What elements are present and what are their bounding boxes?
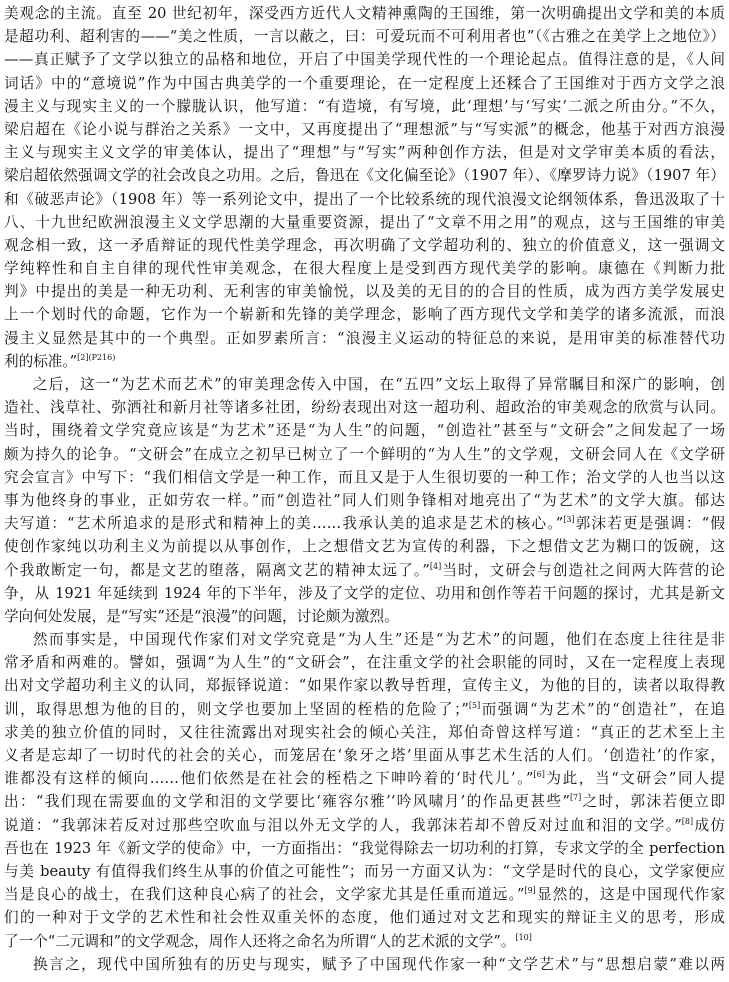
text-run: 和《破恶声论》（1908 年）等一系列论文中，提出了一个比较系统的现代浪漫文论纲领体系，鲁迅汲取了十 [4,190,725,208]
text-line [4,837,725,860]
text-line [4,930,725,953]
text-line [4,814,725,837]
text-run: 个我敢断定一句，都是文艺的堕落，隔离文艺的精神太远了。” [4,561,430,579]
text-line [4,721,725,744]
text-run: 们的一种对于文学的艺术性和社会性双重关怀的态度，他们通过对文艺和现实的辩证主义的思考，形成 [4,909,725,927]
text-line [4,860,725,883]
text-run: 吾也在 1923 年《新文学的使命》中，一方面指出：“我觉得除去一切功利的打算，专求文学的全 perfection [4,839,725,857]
text-run: 美观念的主流。直至 20 世纪初年，深受西方近代人文精神熏陶的王国维，第一次明确提出文学和美的本质 [4,5,725,22]
text-run: 漫主义与现实主义的一个朦胧认识，他写道：“有造境，有写境，此‘理想’与‘写实’二派之所由分。”不久， [4,97,725,115]
text-run: 学纯粹性和自主自律的现代性审美观念，在很大程度上是受到西方现代美学的影响。康德在《判断力批 [4,260,725,278]
document-page [4,2,725,976]
text-line [4,211,725,234]
text-line [4,280,725,303]
text-line [4,883,725,906]
text-line [4,582,725,605]
text-line [4,257,725,280]
text-line [4,674,725,697]
text-line [4,48,725,71]
body-paragraph [4,373,725,628]
text-run: 出：“我们现在需要血的文学和泪的文学要比‘雍容尔雅’‘吟风啸月’的作品更甚些” [4,793,570,811]
text-run: 是超功利、超利害的——“美之性质，一言以蔽之，曰：可爱玩而不可利用者也”（《古雅之在美学上之地位》） [4,28,725,46]
text-run: 主义与现实主义文学的审美体认，提出了“理想”与“写实”两种创作方法，但是对文学审美本质的看法， [4,144,725,162]
text-line [4,303,725,326]
text-line [4,350,725,373]
text-run: 常矛盾和两难的。譬如，强调“为人生”的“文研会”，在注重文学的社会职能的同时，又在一定程度上表现 [4,654,725,672]
text-line [4,559,725,582]
text-run: 上一个划时代的命题，它作为一个崭新和先锋的美学理念，影响了西方现代文学和美学的诸多流派，而浪 [4,306,725,324]
text-run: 而强调“为艺术”的“创造社”，在追 [480,700,725,718]
text-line [4,790,725,813]
text-run: 义者是忘却了一切时代的社会的关心，而笼居在‘象牙之塔’里面从事艺术生活的人们。‘创造社’的作家， [4,747,725,764]
citation-marker: [4] [429,561,442,571]
text-line [4,489,725,512]
text-run: 与美 beauty 有值得我们终生从事的价值之可能性”；而另一方面又认为：“文学是时代的良心，文学家便应 [4,862,725,880]
text-line [4,419,725,442]
text-line [4,953,725,976]
citation-marker: [10] [515,932,532,942]
text-line [4,512,725,535]
body-paragraph [4,2,725,373]
text-run: 谁都没有这样的倾向……他们依然是在社会的桎梏之下呻吟着的‘时代儿’。” [4,770,534,788]
text-line [4,744,725,767]
text-run: 出对文学超功利主义的认同，郑振铎说道：“如果作家以教导哲理，宣传主义，为他的目的，读者以取得教 [4,677,725,695]
text-run: 使创作家纯以功利主义为前提以从事创作，上之想借文艺为宣传的利器，下之想借文艺为糊口的饭碗，这 [4,538,725,556]
text-line [4,234,725,257]
text-line [4,327,725,350]
text-run: 然而事实是，中国现代作家们对文学究竟是“为人生”还是“为艺术”的问题，他们在态度上往往是非 [33,631,725,649]
text-run: 究会宣言》中写下：“我们相信文学是一种工作，而且又是于人生很切要的一种工作；治文学的人也当以这 [4,468,725,486]
text-line [4,535,725,558]
text-line [4,118,725,141]
text-line [4,605,725,628]
text-run: 郭沫若更是强调：“假 [574,515,725,533]
text-line [4,466,725,489]
text-run: 了一个“二元调和”的文学观念，周作人还将之命名为所谓“人的艺术派的文学”。 [4,932,516,950]
text-run: 成仿 [693,816,725,834]
citation-marker: [7] [569,793,582,803]
text-line [4,188,725,211]
text-run: 求美的独立价值的同时，又往往流露出对现实社会的倾心关注，郑伯奇曾这样写道：“真正的艺术至上主 [4,723,725,741]
text-run: 之时，郭沫若便立即 [581,793,725,811]
text-run: 漫主义显然是其中的一个典型。正如罗素所言：“浪漫主义运动的特征总的来说，是用审美的标准替代功 [4,329,725,347]
text-run: 利的标准。” [4,352,78,370]
text-run: 颇为持久的论争。“文研会”在成立之初早已树立了一个鲜明的“为人生”的文学观，文研会同人在《文学研 [4,445,725,463]
text-run: 梁启超在《论小说与群治之关系》一文中，又再度提出了“理想派”与“写实派”的概念，他基于对西方浪漫 [4,120,725,138]
text-line [4,373,725,396]
text-run: 当是良心的战士，在我们这种良心病了的社会，文学家尤其是任重而道远。” [4,886,525,904]
text-run: 学向何处发展，是“写实”还是“浪漫”的问题，讨论颇为激烈。 [4,607,399,625]
text-line [4,651,725,674]
text-line [4,396,725,419]
text-run: 换言之，现代中国所独有的历史与现实，赋予了中国现代作家一种“文学艺术”与“思想启蒙”难以两 [33,955,725,973]
body-paragraph [4,953,725,976]
text-line [4,628,725,651]
text-line [4,164,725,187]
text-line [4,767,725,790]
text-line [4,906,725,929]
text-run: 当时，围绕着文学究竟应该是“为艺术”还是“为人生”的问题，“创造社”甚至与“文研会”之间发起了一场 [4,422,725,440]
text-line [4,72,725,95]
text-run: 观念相一致，这一矛盾辩证的现代性美学理念，再次明确了文学超功利的、独立的价值意义，这一强调文 [4,236,725,254]
text-line [4,25,725,48]
text-run: 八、十九世纪欧洲浪漫主义文学思潮的大量重要资源，提出了“文章不用之用”的观点，这与王国维的审美 [4,213,725,231]
text-line [4,443,725,466]
text-run: 争，从 1921 年延续到 1924 年的下半年，涉及了文学的定位、功用和创作等若干问题的探讨，尤其是新文 [4,584,725,602]
text-run: 事为他终身的事业，正如劳农一样。”而“创造社”同人们则争锋相对地亮出了“为艺术”的文学大旗。郁达 [4,491,725,509]
text-line [4,2,725,25]
text-run: 显然的，这是中国现代作家 [535,886,725,904]
text-run: 梁启超依然强调文学的社会改良之功用。之后，鲁迅在《文化偏至论》（1907 年）、《摩罗诗力说》（1907 年） [4,167,725,185]
citation-marker: [9] [524,886,536,896]
text-run: 当时，文研会与创造社之间两大阵营的论 [441,561,725,579]
text-line [4,95,725,118]
citation-marker: [8] [681,816,694,826]
text-run: 训，取得思想为他的目的，则文学也要加上坚固的桎梏的危险了；” [4,700,469,718]
text-run: 夫写道：“艺术所追求的是形式和精神上的美……我承认美的追求是艺术的核心。” [4,515,564,533]
text-run: 之后，这一“为艺术而艺术”的审美理念传入中国，在“五四”文坛上取得了异常瞩目和深广的影响，创 [33,376,725,393]
citation-marker: [5] [468,700,481,710]
text-run: 说道：“我郭沫若反对过那些空吹血与泪以外无文学的人，我郭沫若却不曾反对过血和泪的文学。” [4,816,682,834]
text-run: 词话》中的“意境说”作为中国古典美学的一个重要理论，在一定程度上还糅合了王国维对于西方文学之浪 [4,74,725,92]
text-run: 造社、浅草社、弥洒社和新月社等诸多社团，纷纷表现出对这一超功利、超政治的审美观念的欣赏与认同。 [4,399,725,417]
citation-marker: [6] [533,770,545,780]
text-run: ——真正赋予了文学以独立的品格和地位，开启了中国美学现代性的一个理论起点。值得注意的是，《人间 [4,51,725,69]
citation-marker: [2](P216) [77,352,116,362]
text-line [4,698,725,721]
text-run: 为此，当“文研会”同人提 [544,770,725,788]
text-line [4,141,725,164]
citation-marker: [3] [563,515,575,525]
body-paragraph [4,628,725,953]
text-run: 判》中提出的美是一种无功利、无利害的审美愉悦，以及美的无目的的合目的性质，成为西方美学发展史 [4,283,725,301]
